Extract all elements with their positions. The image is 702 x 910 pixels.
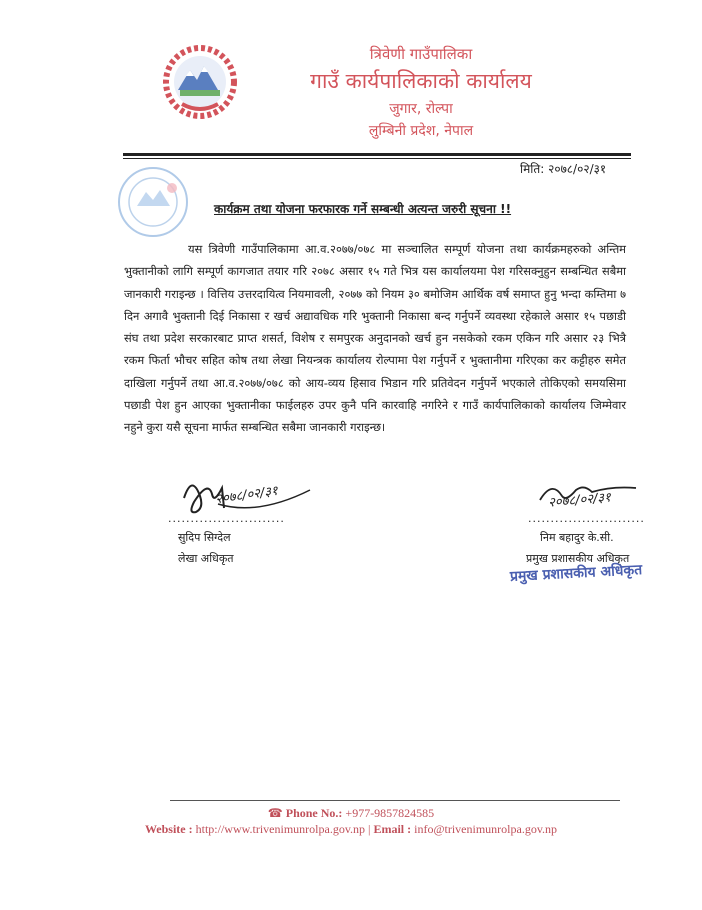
website-label: Website : [144,822,193,836]
phone-number: +977-9857824585 [345,806,435,820]
phone-label: Phone No.: [285,806,343,820]
notice-paragraph: यस त्रिवेणी गाउँपालिकामा आ.व.२०७७/०७८ मा सञ्चालित सम्पूर्ण योजना तथा कार्यक्रमहरुको अन्तिम भुक्तानीको लागि सम्पूर्ण कागजात तयार गरि २०७८ असार १५ गते भित्र यस कार्यालयमा पेश गरिसक्नुहुन सम्बन्धित सबैमा जानकारी गराइन्छ । वित्तिय उत्तरदायित्व नियमावली, २०७७ को नियम ३० बमोजिम आर्थिक वर्ष समाप्त हुनु भन्दा कम्तिमा ७ दिन अगावै भुक्तानी दिई निकासा र खर्च अद्यावधिक गरि भुक्तानी निकासा बन्द गर्नुपर्ने व्यवस्था रहेकाले असार १५ पछाडी संघ तथा प्रदेश सरकारबाट प्राप्त शसर्त, विशेष र समपुरक अनुदानको खर्च हुन नसकेको रकम एकिन गरि असार २३ भित्रै रकम फिर्ता भौचर सहित कोष तथा लेखा नियन्त्रक कार्यालय रोल्पामा पेश गर्नुपर्ने र भुक्तानीमा गरिएका कर कट्टीहरु समेत दाखिला गर्नुपर्ने तथा आ.व.२०७७/०७८ को आय-व्यय हिसाव भिडान गरि प्रतिवेदन गर्नुपर्ने भएकाले तोकिएको समयसिमा पछाडी पेश हुन आएका भुक्तानीका फाईलहरु उपर कुनै पनि कारवाहि नगरिने र गाउँ कार्यपालिकाको कार्यालय जिम्मेवार नहुने कुरा यसै सूचना मार्फत सम्बन्धित सबैमा जानकारी गराइन्छ। [124,242,626,435]
signatory-left-name: सुदिप सिग्देल [178,531,231,544]
footer-divider [170,800,620,801]
footer-phone [0,806,702,821]
designation-stamp: प्रमुख प्रशासकीय अधिकृत [509,562,643,585]
website-link[interactable]: http://www.trivenimunrolpa.gov.np [195,822,366,836]
signature-right-date: २०७८/०२/३१ [547,490,612,511]
header-divider-thick [123,153,631,156]
email-link[interactable]: info@trivenimunrolpa.gov.np [414,822,558,836]
phone-icon: ☎ [267,806,283,820]
letterhead-office: गाउँ कार्यपालिकाको कार्यालय [310,69,532,93]
signature-right-line: .......................... [528,512,645,525]
signatory-right-designation: प्रमुख प्रशासकीय अधिकृत [526,552,630,565]
notice-body [124,238,626,439]
footer-contact [0,822,702,837]
email-label: Email : [373,822,412,836]
letter-date: मिति: २०७८/०२/३१ [520,162,607,176]
header-divider-thin [123,158,631,159]
signature-left-date: २०७८/०२/३१ [214,483,279,508]
footer-separator: | [368,822,371,836]
letterhead-address: जुगार, रोल्पा [389,101,453,117]
signatory-right-name: निम बहादुर के.सी. [540,531,614,544]
letterhead-municipality: त्रिवेणी गाउँपालिका [369,45,473,63]
letterhead-province: लुम्बिनी प्रदेश, नेपाल [368,123,474,139]
signatory-left-designation: लेखा अधिकृत [178,552,234,565]
signature-left-line: .......................... [168,512,285,525]
office-stamp-icon [112,162,194,242]
notice-subject: कार्यक्रम तथा योजना फरफारक गर्ने सम्बन्धी अत्यन्त जरुरी सूचना !! [214,202,512,216]
